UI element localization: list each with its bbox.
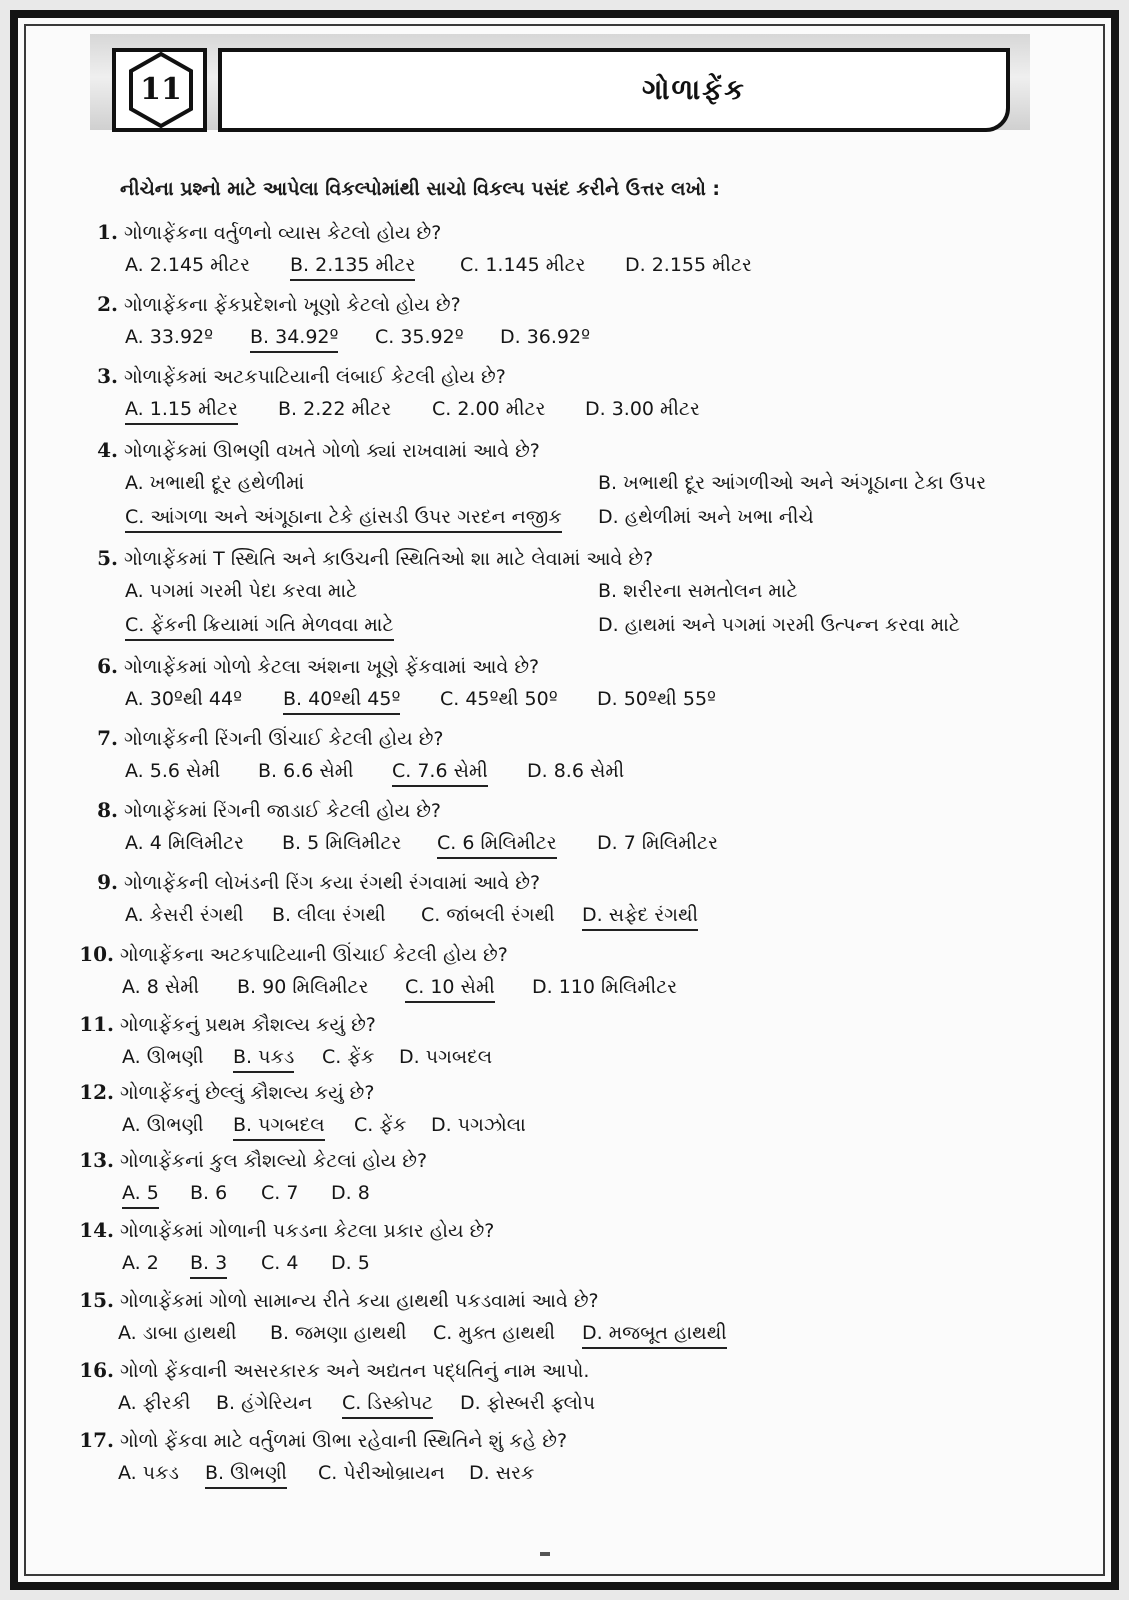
question-row (0, 1080, 1129, 1104)
question-item (0, 870, 1129, 940)
question-number: 14. (79, 1218, 114, 1242)
option-c: C. ફેંક (322, 1046, 375, 1068)
options-group (0, 1392, 1129, 1428)
option-b: B. 90 મિલિમીટર (237, 976, 369, 998)
option-b: B. શરીરના સમતોલન માટે (598, 580, 798, 602)
question-item (0, 364, 1129, 434)
option-c: C. મુક્ત હાથથી (433, 1322, 556, 1344)
question-text: ગોળાફેંકની રિંગની ઊંચાઈ કેટલી હોય છે? (124, 728, 444, 750)
option-a: A. કેસરી રંગથી (125, 904, 244, 926)
question-row (0, 364, 1129, 388)
options-group (0, 1462, 1129, 1498)
option-a: A. 2 (122, 1252, 159, 1274)
question-item (0, 726, 1129, 796)
option-b: B. 6 (190, 1182, 228, 1204)
option-c: C. ફેંકની ક્રિયામાં ગતિ મેળવવા માટે (125, 614, 394, 641)
option-d: D. પગબદલ (399, 1046, 493, 1068)
footer-mark (540, 1552, 550, 1556)
question-item (0, 438, 1129, 542)
option-d: D. 110 મિલિમીટર (532, 976, 678, 998)
question-number: 7. (97, 726, 118, 750)
option-c: C. ફેંક (354, 1114, 407, 1136)
option-c: C. 7 (261, 1182, 299, 1204)
question-text: ગોળાફેંકના અટકપાટિયાની ઊંચાઈ કેટલી હોય છે? (120, 944, 508, 966)
option-c: C. પેરીઓબ્રાયન (318, 1462, 445, 1484)
question-text: ગોળાફેંકનું પ્રથમ કૌશલ્ય કયું છે? (120, 1014, 376, 1036)
question-text: ગોળાફેંકમાં ગોળો કેટલા અંશના ખૂણે ફેંકવામાં આવે છે? (124, 656, 540, 678)
question-item (0, 1148, 1129, 1218)
question-item (0, 1358, 1129, 1428)
question-number: 16. (79, 1358, 114, 1382)
question-row (0, 654, 1129, 678)
option-a: A. ફીરકી (118, 1392, 191, 1414)
option-d: D. 3.00 મીટર (585, 398, 700, 420)
option-a: A. 2.145 મીટર (125, 254, 250, 276)
option-a: A. પગમાં ગરમી પેદા કરવા માટે (125, 580, 358, 602)
question-text: ગોળાફેંકની લોખંડની રિંગ કયા રંગથી રંગવામાં આવે છે? (124, 872, 541, 894)
question-item (0, 1428, 1129, 1498)
question-row (0, 1358, 1129, 1382)
question-item (0, 1080, 1129, 1150)
question-text: ગોળાફેંકના વર્તુળનો વ્યાસ કેટલો હોય છે? (124, 222, 442, 244)
option-c: C. 4 (261, 1252, 299, 1274)
question-row (0, 220, 1129, 244)
question-item (0, 220, 1129, 290)
option-d: D. પગઝોલા (431, 1114, 526, 1136)
option-b: B. હંગેરિયન (216, 1392, 313, 1414)
option-b: B. પગબદલ (233, 1114, 325, 1141)
question-number: 3. (97, 364, 118, 388)
question-item (0, 942, 1129, 1012)
option-a: A. 5.6 સેમી (125, 760, 221, 782)
option-b: B. 34.92º (250, 326, 338, 353)
option-c: C. 2.00 મીટર (432, 398, 546, 420)
question-text: ગોળાફેંકમાં ગોળો સામાન્ય રીતે કયા હાથથી પકડવામાં આવે છે? (120, 1290, 599, 1312)
option-d: D. 7 મિલિમીટર (597, 832, 718, 854)
options-group (0, 976, 1129, 1012)
option-c: C. 1.145 મીટર (460, 254, 586, 276)
option-d: D. હથેળીમાં અને ખભા નીચે (598, 506, 814, 528)
options-group (0, 1322, 1129, 1358)
options-group (0, 472, 1129, 542)
question-number: 10. (79, 942, 114, 966)
option-a: A. 30ºથી 44º (125, 688, 243, 710)
question-text: ગોળાફેંકમાં અટકપાટિયાની લંબાઈ કેટલી હોય છે? (124, 366, 506, 388)
option-b: B. 5 મિલિમીટર (282, 832, 402, 854)
page-title: ગોળાફેંક (642, 73, 746, 106)
question-item (0, 798, 1129, 868)
question-row (0, 1428, 1129, 1452)
question-number: 13. (79, 1148, 114, 1172)
option-a: A. 33.92º (125, 326, 214, 348)
question-row (0, 942, 1129, 966)
question-number: 5. (97, 546, 118, 570)
options-group (0, 580, 1129, 650)
option-b: B. 3 (190, 1252, 227, 1279)
option-a: A. ઊભણી (122, 1046, 204, 1068)
option-c: C. ડિસ્કોપટ (342, 1392, 433, 1419)
options-group (0, 904, 1129, 940)
instructions: નીચેના પ્રશ્નો માટે આપેલા વિકલ્પોમાંથી સાચો વિકલ્પ પસંદ કરીને ઉત્તર લખો : (120, 178, 721, 200)
question-text: ગોળાફેંકમાં T સ્થિતિ અને કાઉચની સ્થિતિઓ શા માટે લેવામાં આવે છે? (124, 548, 654, 570)
question-text: ગોળો ફેંકવા માટે વર્તુળમાં ઊભા રહેવાની સ્થિતિને શું કહે છે? (120, 1430, 568, 1452)
option-d: D. મજબૂત હાથથી (582, 1322, 727, 1349)
question-number: 8. (97, 798, 118, 822)
question-number: 1. (97, 220, 118, 244)
option-b: B. 2.135 મીટર (290, 254, 415, 281)
options-group (0, 1046, 1129, 1082)
option-c: C. આંગળા અને અંગૂઠાના ટેકે હાંસડી ઉપર ગરદન નજીક (125, 506, 562, 533)
question-row (0, 1288, 1129, 1312)
options-group (0, 1114, 1129, 1150)
question-row (0, 1012, 1129, 1036)
question-row (0, 1218, 1129, 1242)
question-row (0, 1148, 1129, 1172)
question-row (0, 438, 1129, 462)
option-b: B. લીલા રંગથી (272, 904, 386, 926)
option-d: D. 50ºથી 55º (597, 688, 717, 710)
option-b: B. ખભાથી દૂર આંગળીઓ અને અંગૂઠાના ટેકા ઉપર (598, 472, 987, 494)
options-group (0, 1252, 1129, 1288)
options-group (0, 688, 1129, 724)
option-c: C. 35.92º (375, 326, 464, 348)
option-d: D. 8 (331, 1182, 370, 1204)
options-group (0, 832, 1129, 868)
question-number: 15. (79, 1288, 114, 1312)
question-item (0, 1288, 1129, 1358)
question-row (0, 292, 1129, 316)
option-a: A. 8 સેમી (122, 976, 200, 998)
option-b: B. જમણા હાથથી (270, 1322, 407, 1344)
option-d: D. 5 (331, 1252, 370, 1274)
option-a: A. ખભાથી દૂર હથેળીમાં (125, 472, 305, 494)
option-d: D. 2.155 મીટર (625, 254, 752, 276)
question-row (0, 870, 1129, 894)
option-a: A. ઊભણી (122, 1114, 204, 1136)
option-d: D. 8.6 સેમી (527, 760, 625, 782)
option-d: D. સરક (469, 1462, 535, 1484)
option-c: C. 6 મિલિમીટર (437, 832, 557, 859)
question-number: 2. (97, 292, 118, 316)
question-text: ગોળાફેંકના ફેંકપ્રદેશનો ખૂણો કેટલો હોય છે? (124, 294, 461, 316)
options-group (0, 254, 1129, 290)
question-text: ગોળાફેંકમાં ઊભણી વખતે ગોળો ક્યાં રાખવામાં આવે છે? (124, 440, 540, 462)
option-a: A. 1.15 મીટર (125, 398, 238, 425)
question-text: ગોળાફેંકમાં ગોળાની પકડના કેટલા પ્રકાર હોય છે? (120, 1220, 495, 1242)
option-c: C. 10 સેમી (405, 976, 495, 1003)
question-number: 12. (79, 1080, 114, 1104)
option-a: A. 5 (122, 1182, 159, 1209)
options-group (0, 760, 1129, 796)
question-item (0, 546, 1129, 650)
option-c: C. 7.6 સેમી (392, 760, 488, 787)
question-number: 6. (97, 654, 118, 678)
question-item (0, 654, 1129, 724)
question-row (0, 798, 1129, 822)
question-row (0, 726, 1129, 750)
option-b: B. 40ºથી 45º (283, 688, 400, 715)
options-group (0, 1182, 1129, 1218)
options-group (0, 398, 1129, 434)
option-c: C. જાંબલી રંગથી (421, 904, 555, 926)
question-number: 9. (97, 870, 118, 894)
question-number: 11. (79, 1012, 114, 1036)
option-d: D. ફોસ્બરી ફ્લોપ (460, 1392, 596, 1414)
option-a: A. પકડ (118, 1462, 179, 1484)
option-b: B. પકડ (233, 1046, 294, 1073)
question-item (0, 1012, 1129, 1082)
option-b: B. ઊભણી (205, 1462, 287, 1489)
question-text: ગોળાફેંકમાં રિંગની જાડાઈ કેટલી હોય છે? (124, 800, 442, 822)
question-number: 4. (97, 438, 118, 462)
question-number: 17. (79, 1428, 114, 1452)
option-d: D. 36.92º (500, 326, 591, 348)
option-a: A. ડાબા હાથથી (118, 1322, 237, 1344)
option-b: B. 6.6 સેમી (258, 760, 354, 782)
option-d: D. હાથમાં અને પગમાં ગરમી ઉત્પન્ન કરવા માટે (598, 614, 960, 636)
question-text: ગોળાફેંકનું છેલ્લું કૌશલ્ય કયું છે? (120, 1082, 375, 1104)
options-group (0, 326, 1129, 362)
option-a: A. 4 મિલિમીટર (125, 832, 244, 854)
question-text: ગોળાફેંકનાં કુલ કૌશલ્યો કેટલાં હોય છે? (120, 1150, 428, 1172)
question-row (0, 546, 1129, 570)
question-text: ગોળો ફેંકવાની અસરકારક અને અદ્યતન પદ્ધતિનું નામ આપો. (120, 1360, 590, 1382)
option-d: D. સફેદ રંગથી (582, 904, 698, 931)
question-item (0, 1218, 1129, 1288)
option-b: B. 2.22 મીટર (278, 398, 392, 420)
question-item (0, 292, 1129, 362)
option-c: C. 45ºથી 50º (440, 688, 558, 710)
chapter-number: 11 (140, 72, 182, 107)
